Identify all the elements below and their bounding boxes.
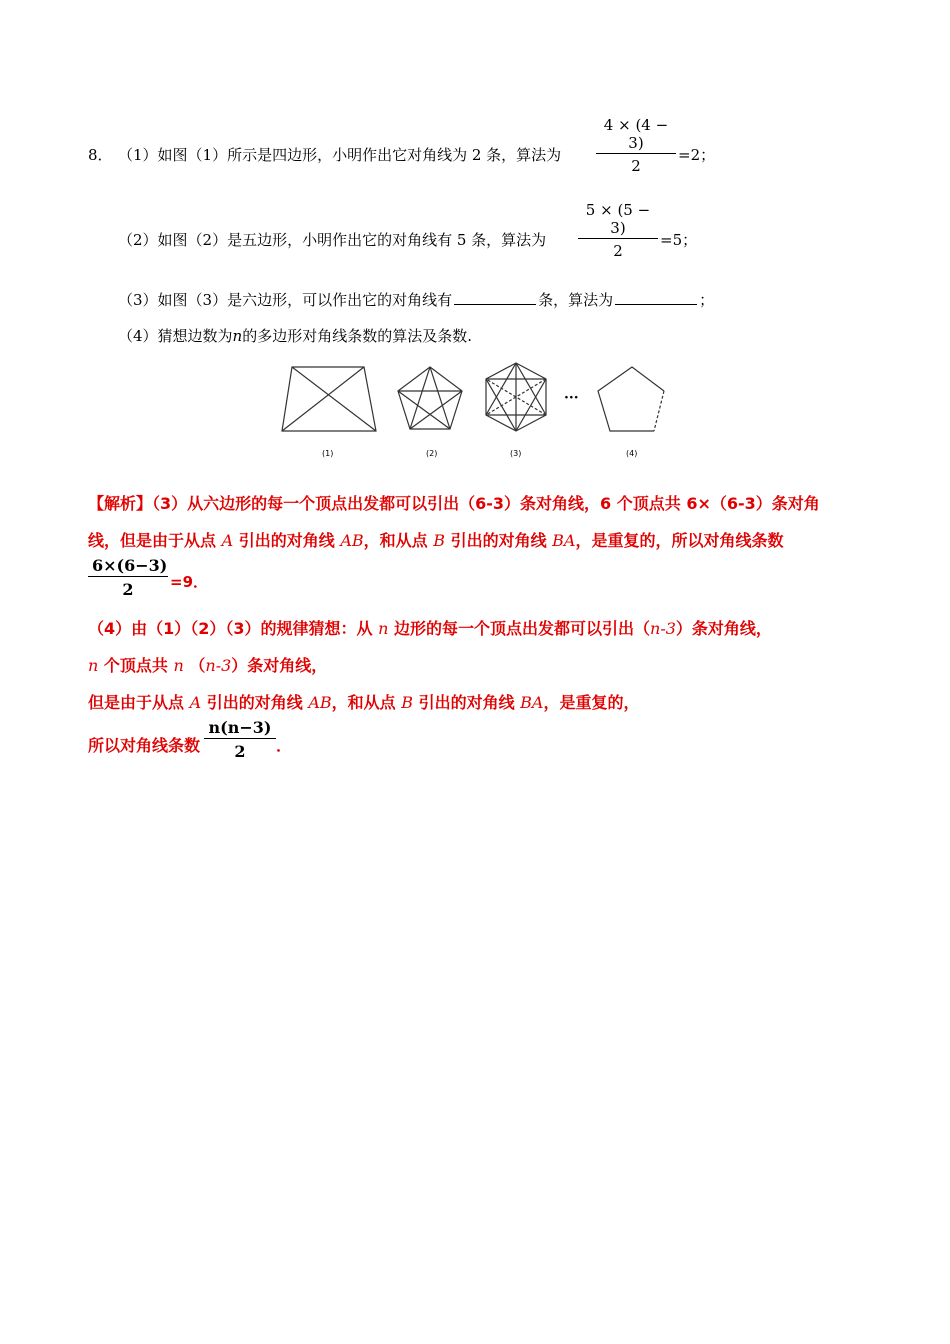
point-b-label: B: [433, 531, 445, 550]
part2-text: （2）如图（2）是五边形，小明作出它的对角线有 5 条，算法为: [118, 231, 547, 249]
solution-line-6: [88, 690, 640, 713]
polygon-n-dashed-edge: [654, 391, 664, 431]
solution-text: （4）由（1）（2）（3）的规律猜想：从: [88, 619, 373, 638]
part3-text-b: 条，算法为: [538, 291, 614, 309]
point-a-label: A: [189, 693, 202, 712]
solution-text: ，和从点: [331, 693, 396, 712]
solution-text: 引出的对角线: [238, 531, 335, 550]
part4-variable: n: [232, 327, 243, 345]
figure-caption-1: (1): [322, 449, 334, 458]
part4-text-b: 的多边形对角线条数的算法及条数.: [242, 327, 472, 345]
solution-text: 线，但是由于从点: [88, 531, 217, 550]
solution-text: 引出的对角线: [206, 693, 303, 712]
part3-text: [118, 289, 714, 310]
part3-blank-count[interactable]: [454, 290, 536, 305]
pentagon-diagonal: [430, 367, 450, 429]
part1-numerator: 4 × (4 − 3): [596, 116, 676, 154]
part3-text-a: （3）如图（3）是六边形，可以作出它的对角线有: [118, 291, 453, 309]
part2-numerator: 5 × (5 − 3): [578, 201, 658, 239]
solution-text: 但是由于从点: [88, 693, 185, 712]
solution-text: ）条对角线，: [231, 656, 328, 675]
figure-ellipsis: ···: [564, 390, 579, 406]
solution-fraction-1-result: =9．: [170, 573, 209, 591]
quadrilateral-shape: [282, 367, 376, 431]
variable-n: n: [88, 656, 99, 675]
pentagon-diagonal: [410, 367, 430, 429]
question-number: 8．: [88, 146, 113, 164]
variable-n: n: [173, 656, 184, 675]
part3-text-c: ；: [699, 291, 715, 309]
figure-caption-3: (3): [510, 449, 522, 458]
part1-text: （1）如图（1）所示是四边形，小明作出它对角线为 2 条，算法为: [118, 146, 562, 164]
solution-fraction-1-numerator: 6×(6−3): [88, 556, 168, 577]
solution-line-2: [88, 528, 784, 551]
quadrilateral-diagonal: [282, 367, 364, 431]
solution-tag: 【解析】: [88, 494, 153, 513]
solution-text: ，是重复的，所以对角线条数: [575, 531, 784, 550]
part4-text: [118, 325, 472, 346]
expression-n-minus-3: n-3: [650, 619, 676, 638]
figure-caption-2: (2): [426, 449, 438, 458]
solution-line-7: 所以对角线条数: [88, 736, 201, 755]
part4-text-a: （4）猜想边数为: [118, 327, 233, 345]
solution-text: 引出的对角线: [418, 693, 515, 712]
part1-result: =2；: [678, 146, 716, 164]
solution-fraction-2-numerator: n(n−3): [204, 718, 276, 739]
solution-text: ）条对角线，: [675, 619, 772, 638]
segment-ba-label: BA: [520, 693, 544, 712]
segment-ab-label: AB: [308, 693, 332, 712]
part1-fraction: [596, 116, 676, 175]
solution-line-5: [88, 653, 327, 676]
point-a-label: A: [221, 531, 234, 550]
part3-blank-formula[interactable]: [615, 290, 697, 305]
segment-ba-label: BA: [552, 531, 576, 550]
quadrilateral-diagonal: [292, 367, 376, 431]
solution-text: ，和从点: [363, 531, 428, 550]
solution-line-4: [88, 616, 772, 639]
expression-n-minus-3: n-3: [205, 656, 232, 675]
part2-result: =5；: [660, 231, 698, 249]
segment-ab-label: AB: [340, 531, 364, 550]
pentagon-diagonal: [398, 391, 450, 429]
solution-fraction-1-denominator: 2: [122, 580, 134, 599]
solution-fraction-2: [204, 718, 276, 761]
solution-fraction-1: [88, 556, 168, 599]
solution-text-1: （3）从六边形的每一个顶点出发都可以引出（6-3）条对角线，6 个顶点共 6×（6-3）条对角: [152, 494, 820, 513]
solution-line-1: [88, 491, 820, 514]
pentagon-diagonal: [410, 391, 462, 429]
part2-fraction: [578, 201, 658, 260]
solution-text: ，是重复的，: [543, 693, 640, 712]
part2-denominator: 2: [613, 242, 623, 260]
solution-text: 个顶点共: [103, 656, 168, 675]
point-b-label: B: [401, 693, 413, 712]
polygon-n-shape: [598, 367, 664, 431]
solution-fraction-2-denominator: 2: [234, 742, 246, 761]
figure-caption-4: (4): [626, 449, 638, 458]
solution-text: 引出的对角线: [450, 531, 547, 550]
part1-denominator: 2: [631, 157, 641, 175]
variable-n: n: [378, 619, 389, 638]
solution-text: （: [189, 656, 206, 675]
solution-text: 边形的每一个顶点出发都可以引出（: [394, 619, 651, 638]
solution-end-period: ．: [276, 736, 293, 755]
